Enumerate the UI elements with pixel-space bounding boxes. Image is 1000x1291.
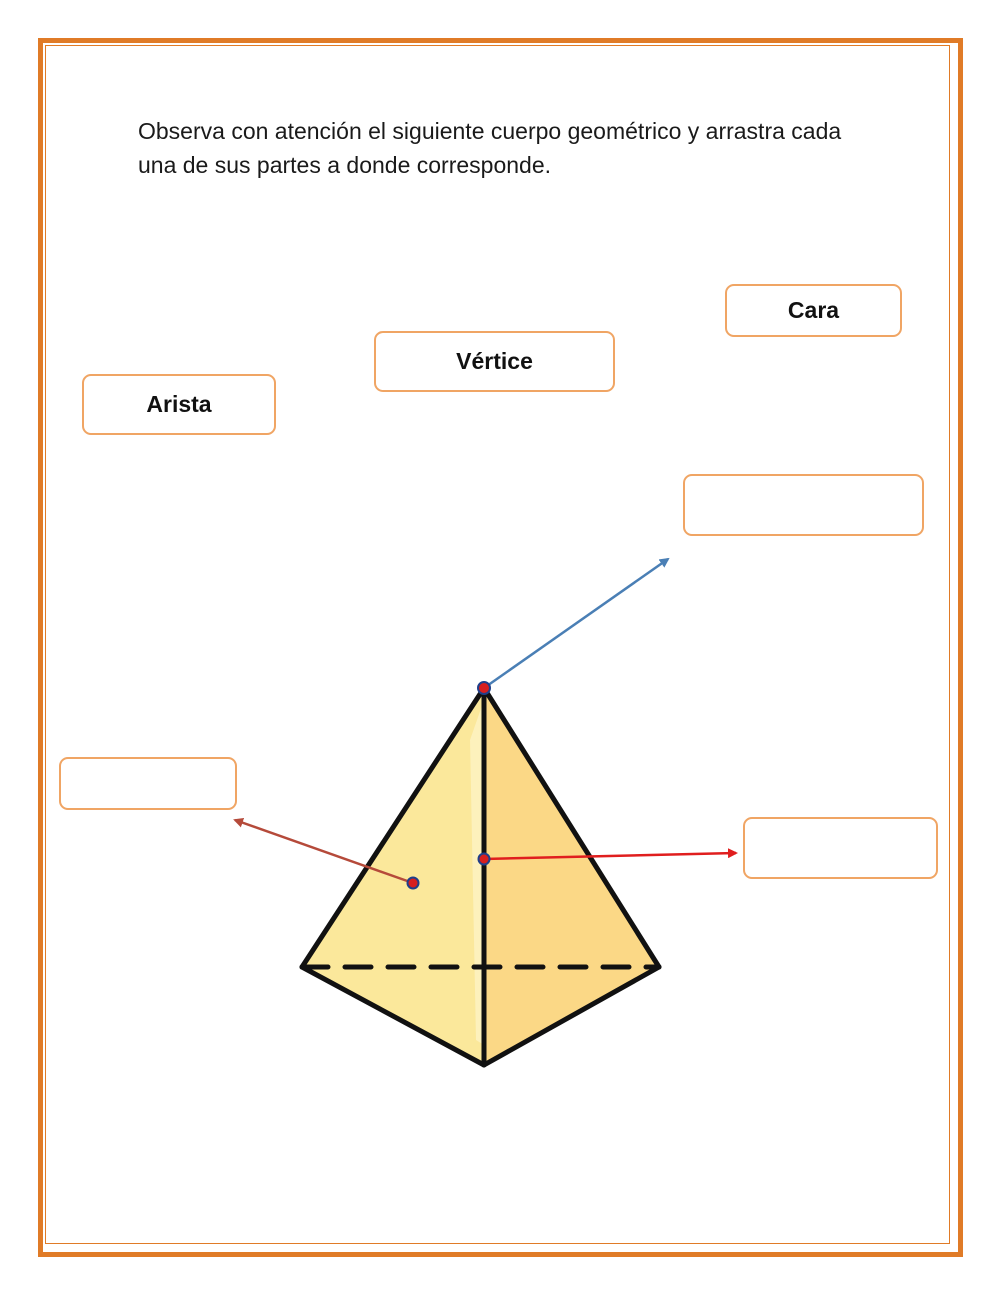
draggable-label-arista[interactable]: Arista (82, 374, 276, 435)
drop-target-face[interactable] (59, 757, 237, 810)
instructions-text: Observa con atención el siguiente cuerpo geométrico y arrastra cada una de sus partes a donde corresponde. (138, 118, 842, 178)
drop-target-edge[interactable] (743, 817, 938, 879)
draggable-label-vertice[interactable]: Vértice (374, 331, 615, 392)
drop-target-vertex[interactable] (683, 474, 924, 536)
page-border-inner (45, 45, 950, 1244)
draggable-label-cara[interactable]: Cara (725, 284, 902, 337)
